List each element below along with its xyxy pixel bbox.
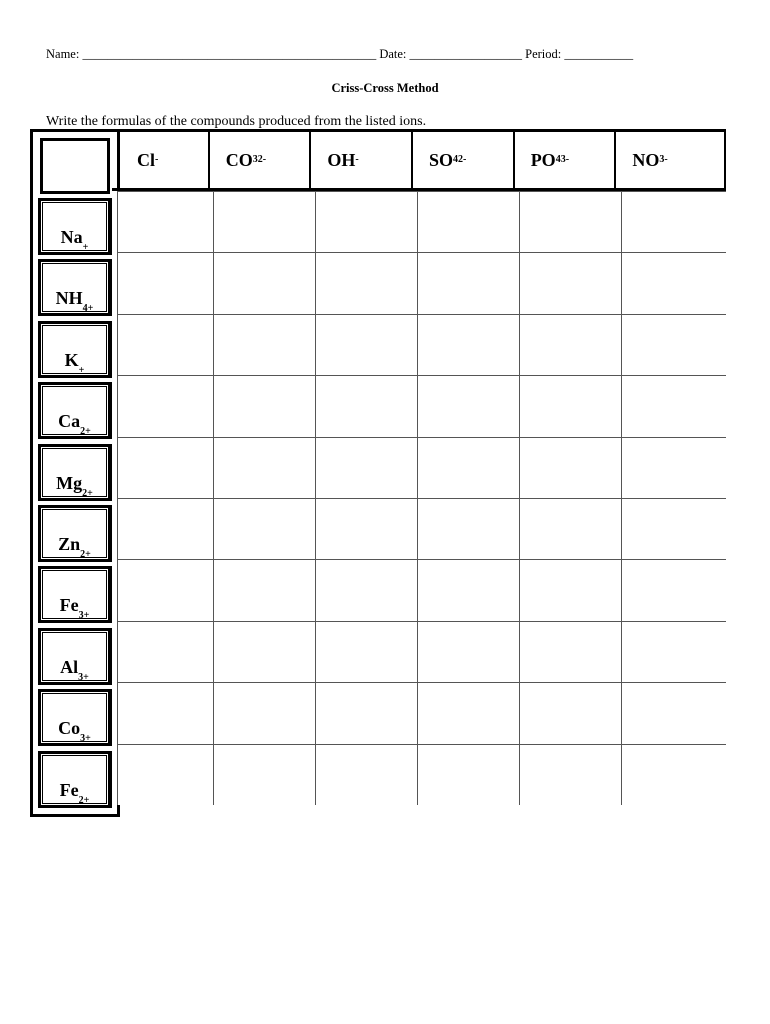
anion-header: SO 4 2- [411,132,513,188]
cation-symbol: NH [55,288,83,309]
anion-symbol: NO [632,149,660,170]
answer-cell[interactable] [519,559,621,620]
answer-cell[interactable] [213,682,315,743]
anion-header: Cl - [137,149,159,170]
answer-cell[interactable] [417,498,519,559]
answer-cell[interactable] [315,437,417,498]
answer-cell[interactable] [417,559,519,620]
answer-cell[interactable] [519,375,621,436]
answer-cell[interactable] [213,252,315,313]
answer-cell[interactable] [519,252,621,313]
answer-cell[interactable] [417,744,519,805]
cation-symbol: Na [60,227,83,247]
answer-cell[interactable] [519,682,621,743]
anion-header: OH - [309,132,411,188]
answer-cell[interactable] [213,375,315,436]
answer-cell[interactable] [621,375,726,436]
cation-symbol: Fe [59,779,79,800]
answer-cell[interactable] [213,437,315,498]
answer-cell[interactable] [519,498,621,559]
answer-cell[interactable] [213,314,315,375]
answer-cell[interactable] [117,621,213,682]
answer-cell[interactable] [519,191,621,252]
cation-symbol: Mg [56,472,83,493]
answer-cell[interactable] [621,437,726,498]
answer-cell[interactable] [117,191,213,252]
cation-header: Al 3+ [38,628,112,685]
answer-cell[interactable] [519,314,621,375]
answer-cell[interactable] [117,559,213,620]
anion-symbol: PO [530,149,556,170]
answer-cell[interactable] [315,252,417,313]
answer-cell[interactable] [417,191,519,252]
answer-cell[interactable] [117,498,213,559]
anion-header-row [112,129,726,191]
answer-cell[interactable] [315,559,417,620]
answer-cell[interactable] [621,498,726,559]
answer-cell[interactable] [315,191,417,252]
cation-header: Fe 3+ [38,566,112,623]
cation-symbol: K [64,349,79,370]
cation-header-column [30,129,120,817]
cation-header: Fe 2+ [38,751,112,808]
anion-symbol: CO [225,149,253,170]
corner-cell [40,138,110,194]
answer-cell[interactable] [519,744,621,805]
cation-symbol: Al [60,656,79,677]
anion-symbol: Cl [137,149,155,170]
anion-symbol: SO [429,149,454,170]
name-date-period-line: Name: _______________________________________________ Date: __________________ Period: ___________ [46,47,634,61]
answer-cell[interactable] [315,498,417,559]
answer-cell[interactable] [315,744,417,805]
anion-header: NO 3 - [614,132,724,188]
answer-cell[interactable] [417,621,519,682]
cation-header: Co 3+ [38,689,112,746]
answer-cell[interactable] [213,498,315,559]
answer-cell[interactable] [213,621,315,682]
answer-cell[interactable] [621,191,726,252]
anion-header: PO 4 3- [513,132,615,188]
ion-table [30,129,726,817]
answer-cell[interactable] [417,682,519,743]
cation-header: Na + [38,198,112,255]
answer-grid [117,191,726,805]
cation-symbol: Co [58,718,81,739]
answer-cell[interactable] [315,621,417,682]
answer-cell[interactable] [315,314,417,375]
answer-cell[interactable] [117,252,213,313]
anion-header: CO 3 2- [208,132,310,188]
anion-symbol: OH [327,149,356,170]
cation-header: Zn 2+ [38,505,112,562]
answer-cell[interactable] [117,682,213,743]
answer-cell[interactable] [213,744,315,805]
cation-header: K + [38,321,112,378]
answer-cell[interactable] [117,744,213,805]
answer-cell[interactable] [621,682,726,743]
answer-cell[interactable] [213,559,315,620]
answer-cell[interactable] [417,375,519,436]
answer-cell[interactable] [315,682,417,743]
cation-symbol: Zn [58,534,81,554]
cation-header: NH 4 + [38,259,112,316]
answer-cell[interactable] [519,437,621,498]
answer-cell[interactable] [417,314,519,375]
cation-header: Ca 2+ [38,382,112,439]
answer-cell[interactable] [117,437,213,498]
answer-cell[interactable] [621,559,726,620]
answer-cell[interactable] [417,437,519,498]
answer-cell[interactable] [621,252,726,313]
instructions-text: Write the formulas of the compounds produced from the listed ions. [46,114,427,129]
answer-cell[interactable] [621,314,726,375]
answer-cell[interactable] [417,252,519,313]
cation-symbol: Ca [58,411,81,432]
answer-cell[interactable] [117,375,213,436]
answer-cell[interactable] [621,621,726,682]
answer-cell[interactable] [621,744,726,805]
cation-header: Mg 2+ [38,444,112,501]
answer-cell[interactable] [519,621,621,682]
answer-cell[interactable] [117,314,213,375]
answer-cell[interactable] [213,191,315,252]
cation-symbol: Fe [59,595,79,616]
answer-cell[interactable] [315,375,417,436]
worksheet-title: Criss-Cross Method [331,81,439,95]
